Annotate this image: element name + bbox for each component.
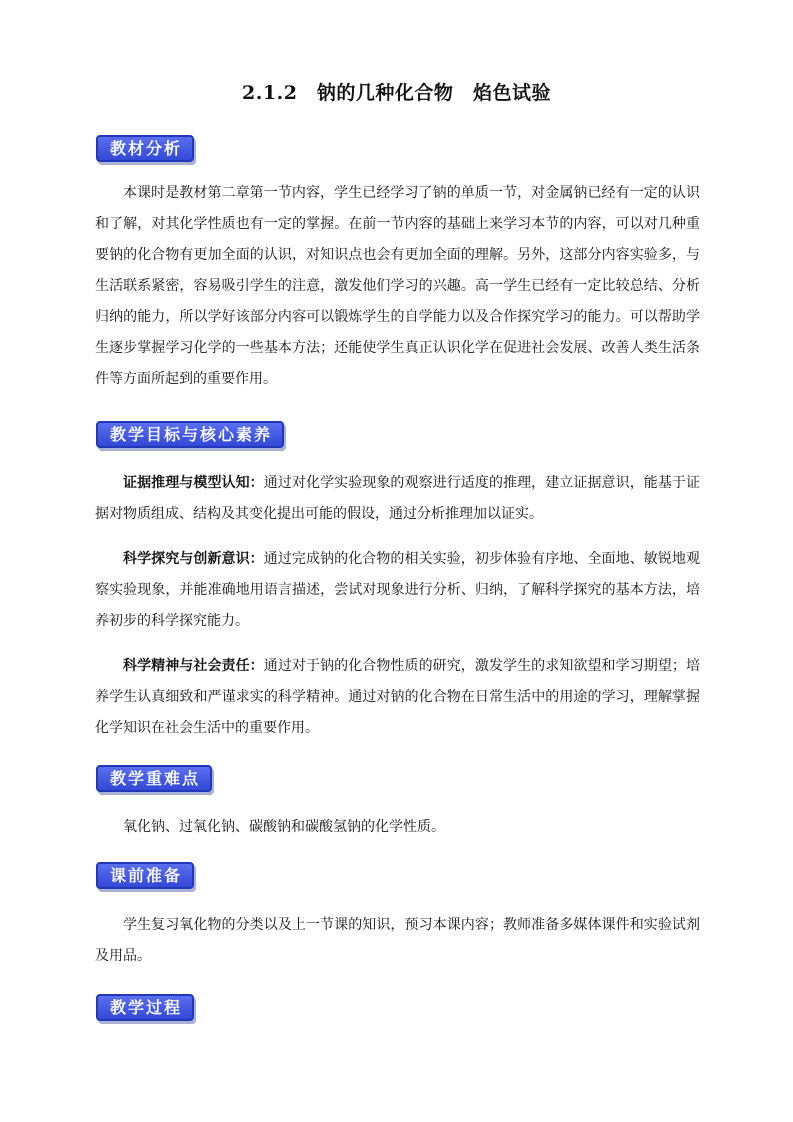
goal-item-responsibility xyxy=(95,651,700,744)
section-heading-keypoints: 教学重难点 xyxy=(96,765,212,792)
goal-item-inquiry xyxy=(95,544,700,637)
goal-item-evidence xyxy=(95,468,700,530)
section-heading-goals: 教学目标与核心素养 xyxy=(96,421,284,448)
goal-item-text: 通过对化学实验现象的观察进行适度的推理，建立证据意识，能基于证据对物质组成、结构及其变化提出可能的假设，通过分析推理加以证实。 xyxy=(95,475,700,522)
analysis-paragraph: 本课时是教材第二章第一节内容，学生已经学习了钠的单质一节，对金属钠已经有一定的认识和了解，对其化学性质也有一定的掌握。在前一节内容的基础上来学习本节的内容，可以对几种重要钠的化合物有更加全面的认识，对知识点也会有更加全面的理解。另外，这部分内容实验多，与生活联系紧密，容易吸引学生的注意，激发他们学习的兴趣。高一学生已经有一定比较总结、分析归纳的能力，所以学好该部分内容可以锻炼学生的自学能力以及合作探究学习的能力。可以帮助学生逐步掌握学习化学的一些基本方法；还能使学生真正认识化学在促进社会发展、改善人类生活条件等方面所起到的重要作用。 xyxy=(95,185,700,387)
preparation-paragraph: 学生复习氧化物的分类以及上一节课的知识，预习本课内容；教师准备多媒体课件和实验试剂及用品。 xyxy=(95,917,700,964)
goal-item-lead: 科学探究与创新意识： xyxy=(123,551,264,567)
goal-item-text: 通过完成钠的化合物的相关实验，初步体验有序地、全面地、敏锐地观察实验现象，并能准确地用语言描述，尝试对现象进行分析、归纳，了解科学探究的基本方法，培养初步的科学探究能力。 xyxy=(95,551,700,629)
goal-item-text: 通过对于钠的化合物性质的研究，激发学生的求知欲望和学习期望；培养学生认真细致和严谨求实的科学精神。通过对钠的化合物在日常生活中的用途的学习，理解掌握化学知识在社会生活中的重要作用。 xyxy=(95,658,700,736)
keypoints-paragraph: 氧化钠、过氧化钠、碳酸钠和碳酸氢钠的化学性质。 xyxy=(123,819,445,835)
goal-item-lead: 证据推理与模型认知： xyxy=(123,475,264,491)
section-heading-analysis: 教材分析 xyxy=(96,135,194,162)
goal-item-lead: 科学精神与社会责任： xyxy=(123,658,264,674)
page-title: 2.1.2 钠的几种化合物 焰色试验 xyxy=(242,82,551,104)
section-heading-process: 教学过程 xyxy=(96,994,194,1021)
section-heading-preparation: 课前准备 xyxy=(96,862,194,889)
